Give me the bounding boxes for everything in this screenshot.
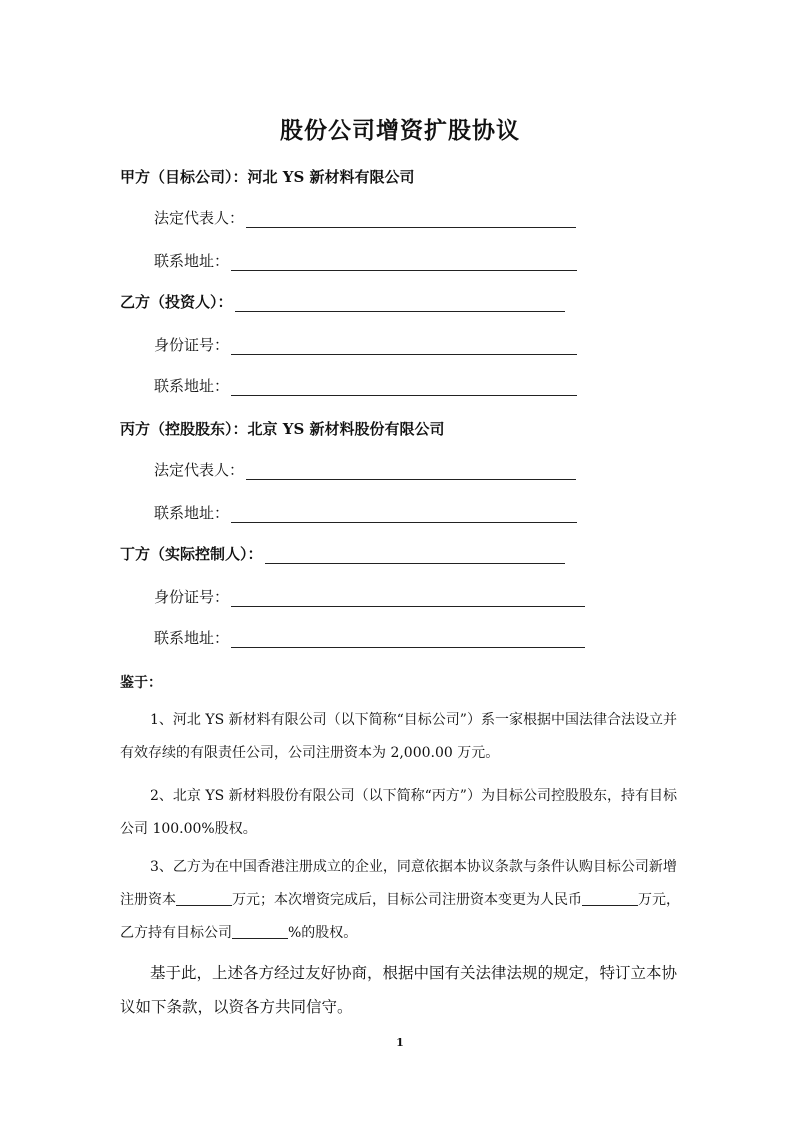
clause-2: 2、北京 YS 新材料股份有限公司（以下简称“丙方”）为目标公司控股股东，持有目标公司 100.00%股权。 xyxy=(120,788,677,837)
party-c-line xyxy=(120,418,445,439)
party-b-line xyxy=(120,291,565,312)
whereas-heading: 鉴于： xyxy=(120,675,162,691)
party-d-addr-label: 联系地址： xyxy=(154,629,230,647)
party-c-rep-line xyxy=(154,459,576,480)
clause-3-part4: %的股权。 xyxy=(288,925,358,941)
party-c-rep-label: 法定代表人： xyxy=(154,461,245,479)
new-capital-blank[interactable] xyxy=(176,891,232,906)
party-d-label: 丁方（实际控制人）： xyxy=(120,545,263,563)
party-d-blank[interactable] xyxy=(265,549,565,564)
party-d-addr-blank[interactable] xyxy=(231,633,585,648)
conclusion-paragraph: 基于此，上述各方经过友好协商，根据中国有关法律法规的规定，特订立本协议如下条款，以资各方共同信守。 xyxy=(120,964,678,1016)
party-b-addr-blank[interactable] xyxy=(231,381,577,396)
party-d-id-label: 身份证号： xyxy=(154,588,230,606)
clause-3-part1: 3、乙方为在中国香港注册成立的企业，同意依据本协议条款与条件认购目标公司新增注册资本 xyxy=(120,859,677,908)
party-c-rep-blank[interactable] xyxy=(246,465,576,480)
party-d-line xyxy=(120,543,565,564)
page-title: 股份公司增资扩股协议 xyxy=(280,117,520,144)
clause-3-part2: 万元；本次增资完成后，目标公司注册资本变更为人民币 xyxy=(232,892,582,908)
party-a-rep-line xyxy=(154,207,576,228)
party-b-id-blank[interactable] xyxy=(231,340,577,355)
party-a-rep-blank[interactable] xyxy=(246,213,576,228)
party-b-id-label: 身份证号： xyxy=(154,336,230,354)
page-number: 1 xyxy=(396,1036,404,1049)
party-c-addr-line xyxy=(154,502,577,523)
party-c-label: 丙方（控股股东）： xyxy=(120,420,248,438)
party-a-name: 河北 YS 新材料有限公司 xyxy=(247,168,415,186)
party-b-id-line xyxy=(154,334,577,355)
party-c-name: 北京 YS 新材料股份有限公司 xyxy=(247,420,445,438)
party-d-addr-line xyxy=(154,627,585,648)
party-c-addr-blank[interactable] xyxy=(231,508,577,523)
party-a-addr-line xyxy=(154,250,577,271)
party-a-label: 甲方（目标公司）： xyxy=(120,168,248,186)
party-b-addr-line xyxy=(154,375,577,396)
clause-3-part3: 万元，乙方持有目标公司 xyxy=(120,892,680,941)
party-c-addr-label: 联系地址： xyxy=(154,504,230,522)
equity-percent-blank[interactable] xyxy=(232,924,288,939)
party-a-addr-blank[interactable] xyxy=(231,256,577,271)
total-capital-blank[interactable] xyxy=(582,891,638,906)
party-a-rep-label: 法定代表人： xyxy=(154,209,245,227)
party-a-line xyxy=(120,166,415,187)
party-b-label: 乙方（投资人）： xyxy=(120,293,233,311)
clause-1: 1、河北 YS 新材料有限公司（以下简称“目标公司”）系一家根据中国法律合法设立并有效存续的有限责任公司，公司注册资本为 2,000.00 万元。 xyxy=(120,712,677,761)
party-d-id-blank[interactable] xyxy=(231,592,585,607)
clause-3 xyxy=(120,851,688,950)
party-b-blank[interactable] xyxy=(235,297,565,312)
party-b-addr-label: 联系地址： xyxy=(154,377,230,395)
party-d-id-line xyxy=(154,586,585,607)
party-a-addr-label: 联系地址： xyxy=(154,252,230,270)
